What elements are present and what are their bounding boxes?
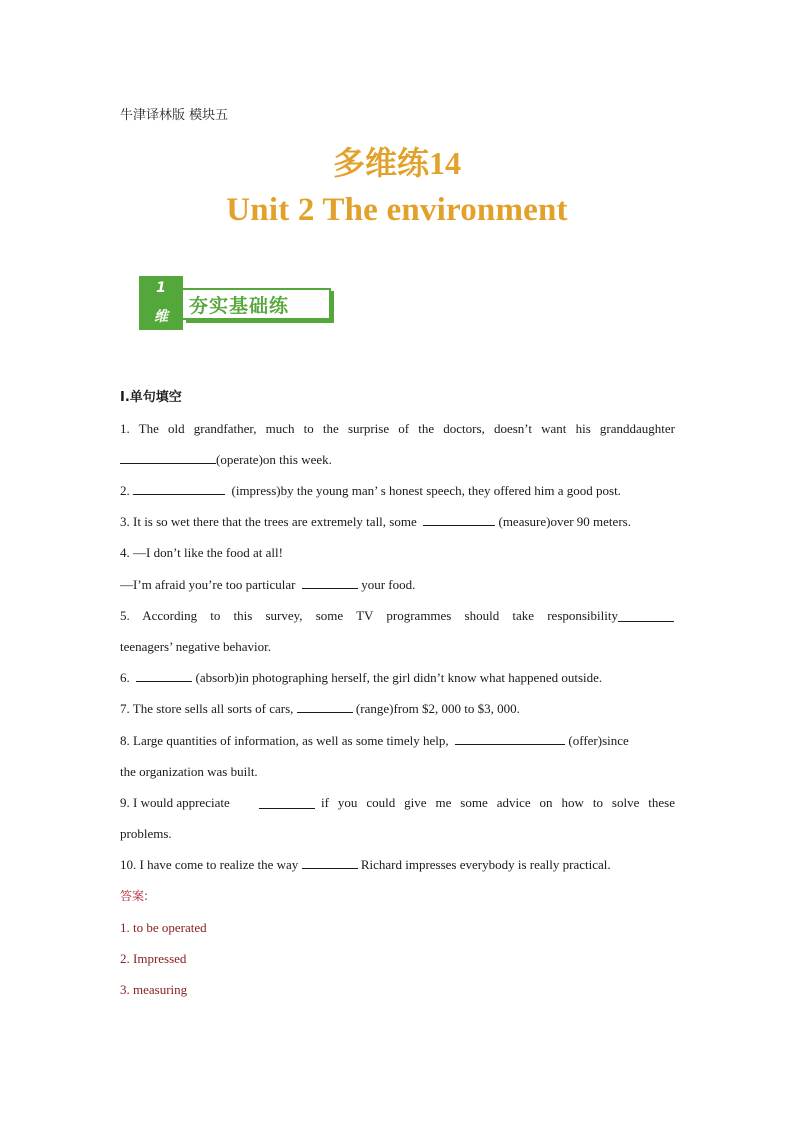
question-3: 3. It is so wet there that the trees are extremely tall, some (measure)over 90 meters. <box>120 514 631 529</box>
question-1-line-2: (operate)on this week. <box>120 452 675 468</box>
banner-number-box <box>139 276 183 330</box>
answer-3: 3. measuring <box>120 982 188 997</box>
answer-blank[interactable] <box>302 577 358 589</box>
question-4-line-1: 4. —I don’t like the food at all! <box>120 545 283 560</box>
answer-blank[interactable] <box>136 670 192 682</box>
question-1-line-1: 1. The old grandfather, much to the surprise of the doctors, doesn’t want his granddaughter <box>120 421 675 436</box>
answer-blank[interactable] <box>297 701 353 713</box>
question-5-line-1: 5. According to this survey, some TV programmes should take responsibility <box>120 608 618 623</box>
question-5-line-2: teenagers’ negative behavior. <box>120 639 271 654</box>
banner-label-box <box>183 288 331 320</box>
answer-blank[interactable] <box>259 797 315 809</box>
answer-blank[interactable] <box>455 733 565 745</box>
banner-number: 1 <box>156 280 166 296</box>
question-7: 7. The store sells all sorts of cars, (range)from $2, 000 to $3, 000. <box>120 701 520 716</box>
answer-blank[interactable] <box>618 610 674 622</box>
question-8-line-1: 8. Large quantities of information, as well as some timely help, (offer)since <box>120 733 629 748</box>
question-4-line-2: —I’m afraid you’re too particular your food. <box>120 577 416 592</box>
question-6: 6. (absorb)in photographing herself, the girl didn’t know what happened outside. <box>120 670 603 685</box>
answer-1: 1. to be operated <box>120 920 207 935</box>
page-title-cn: 多维练14 <box>332 145 461 181</box>
banner-unit: 维 <box>154 309 168 325</box>
banner-label: 夯实基础练 <box>189 295 290 317</box>
answer-blank[interactable] <box>133 483 225 495</box>
answer-blank[interactable] <box>302 857 358 869</box>
question-9-line-1b: if you could give me some advice on how to solve these <box>321 795 675 810</box>
question-9-line-2: problems. <box>120 826 172 841</box>
section-banner <box>139 276 339 332</box>
answer-blank[interactable] <box>120 452 216 464</box>
answers-heading: 答案: <box>120 889 149 903</box>
page-title-en: Unit 2 The environment <box>226 192 568 228</box>
question-9-line-1a: 9. I would appreciate <box>120 795 230 810</box>
question-2: 2. (impress)by the young man’ s honest speech, they offered him a good post. <box>120 483 621 498</box>
question-10: 10. I have come to realize the way Richard impresses everybody is really practical. <box>120 857 611 872</box>
section-heading: I.单句填空 <box>120 390 182 405</box>
series-label: 牛津译林版 模块五 <box>120 108 229 123</box>
answer-blank[interactable] <box>423 514 495 526</box>
question-8-line-2: the organization was built. <box>120 764 258 779</box>
answer-2: 2. Impressed <box>120 951 187 966</box>
